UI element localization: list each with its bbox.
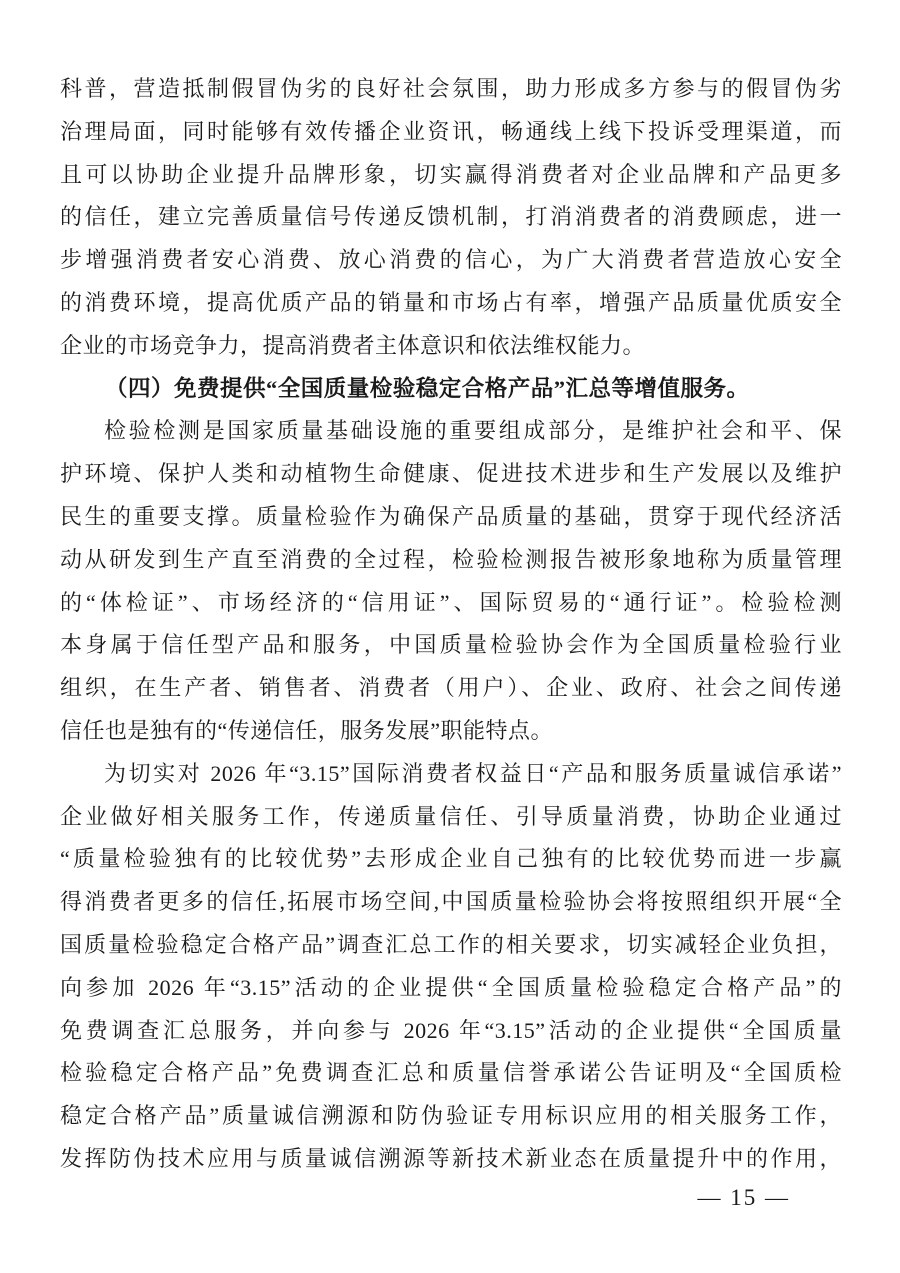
- text-line: 民生的重要支撑。质量检验作为确保产品质量的基础，贯穿于现代经济活: [60, 503, 842, 529]
- text-line: 治理局面，同时能够有效传播企业资讯，畅通线上线下投诉受理渠道，而: [60, 118, 842, 144]
- text-line: 发挥防伪技术应用与质量诚信溯源等新技术新业态在质量提升中的作用，: [60, 1145, 842, 1171]
- text-line: 稳定合格产品”质量诚信溯源和防伪验证专用标识应用的相关服务工作，: [60, 1103, 842, 1129]
- text-line: 的信任，建立完善质量信号传递反馈机制，打消消费者的消费顾虑，进一: [60, 204, 842, 230]
- text-line: 得消费者更多的信任,拓展市场空间,中国质量检验协会将按照组织开展“全: [60, 889, 842, 915]
- text-line: 的“体检证”、市场经济的“信用证”、国际贸易的“通行证”。检验检测: [60, 589, 842, 615]
- text-line: 护环境、保护人类和动植物生命健康、促进技术进步和生产发展以及维护: [60, 461, 842, 487]
- text-line: 动从研发到生产直至消费的全过程，检验检测报告被形象地称为质量管理: [60, 546, 842, 572]
- text-line: 国质量检验稳定合格产品”调查汇总工作的相关要求，切实减轻企业负担，: [60, 931, 842, 957]
- section-heading: （四）免费提供“全国质量检验稳定合格产品”汇总等增值服务。: [105, 375, 750, 401]
- text-line: 信任也是独有的“传递信任，服务发展”职能特点。: [60, 717, 554, 743]
- text-line: “质量检验独有的比较优势”去形成企业自己独有的比较优势而进一步赢: [60, 846, 842, 872]
- text-line: 检验稳定合格产品”免费调查汇总和质量信誉承诺公告证明及“全国质检: [60, 1060, 842, 1086]
- text-line: 免费调查汇总服务，并向参与 2026 年“3.15”活动的企业提供“全国质量: [60, 1017, 842, 1043]
- text-line: 向参加 2026 年“3.15”活动的企业提供“全国质量检验稳定合格产品”的: [60, 974, 842, 1000]
- text-line: 的消费环境，提高优质产品的销量和市场占有率，增强产品质量优质安全: [60, 289, 842, 315]
- text-line: 本身属于信任型产品和服务，中国质量检验协会作为全国质量检验行业: [60, 632, 842, 658]
- text-line: 科普，营造抵制假冒伪劣的良好社会氛围，助力形成多方参与的假冒伪劣: [60, 76, 842, 101]
- text-line: 企业的市场竞争力，提高消费者主体意识和依法维权能力。: [60, 332, 646, 358]
- text-line: 为切实对 2026 年“3.15”国际消费者权益日“产品和服务质量诚信承诺”: [104, 760, 842, 786]
- text-line: 检验检测是国家质量基础设施的重要组成部分，是维护社会和平、保: [104, 418, 842, 444]
- text-line: 步增强消费者安心消费、放心消费的信心，为广大消费者营造放心安全: [60, 247, 842, 273]
- page-footer: [60, 1185, 842, 1211]
- text-line: 组织，在生产者、销售者、消费者（用户）、企业、政府、社会之间传递: [60, 675, 842, 701]
- text-line: 企业做好相关服务工作，传递质量信任、引导质量消费，协助企业通过: [60, 803, 842, 829]
- page-number: — 15 —: [697, 1184, 790, 1210]
- text-line: 且可以协助企业提升品牌形象，切实赢得消费者对企业品牌和产品更多: [60, 161, 842, 187]
- document-body: [60, 68, 842, 1181]
